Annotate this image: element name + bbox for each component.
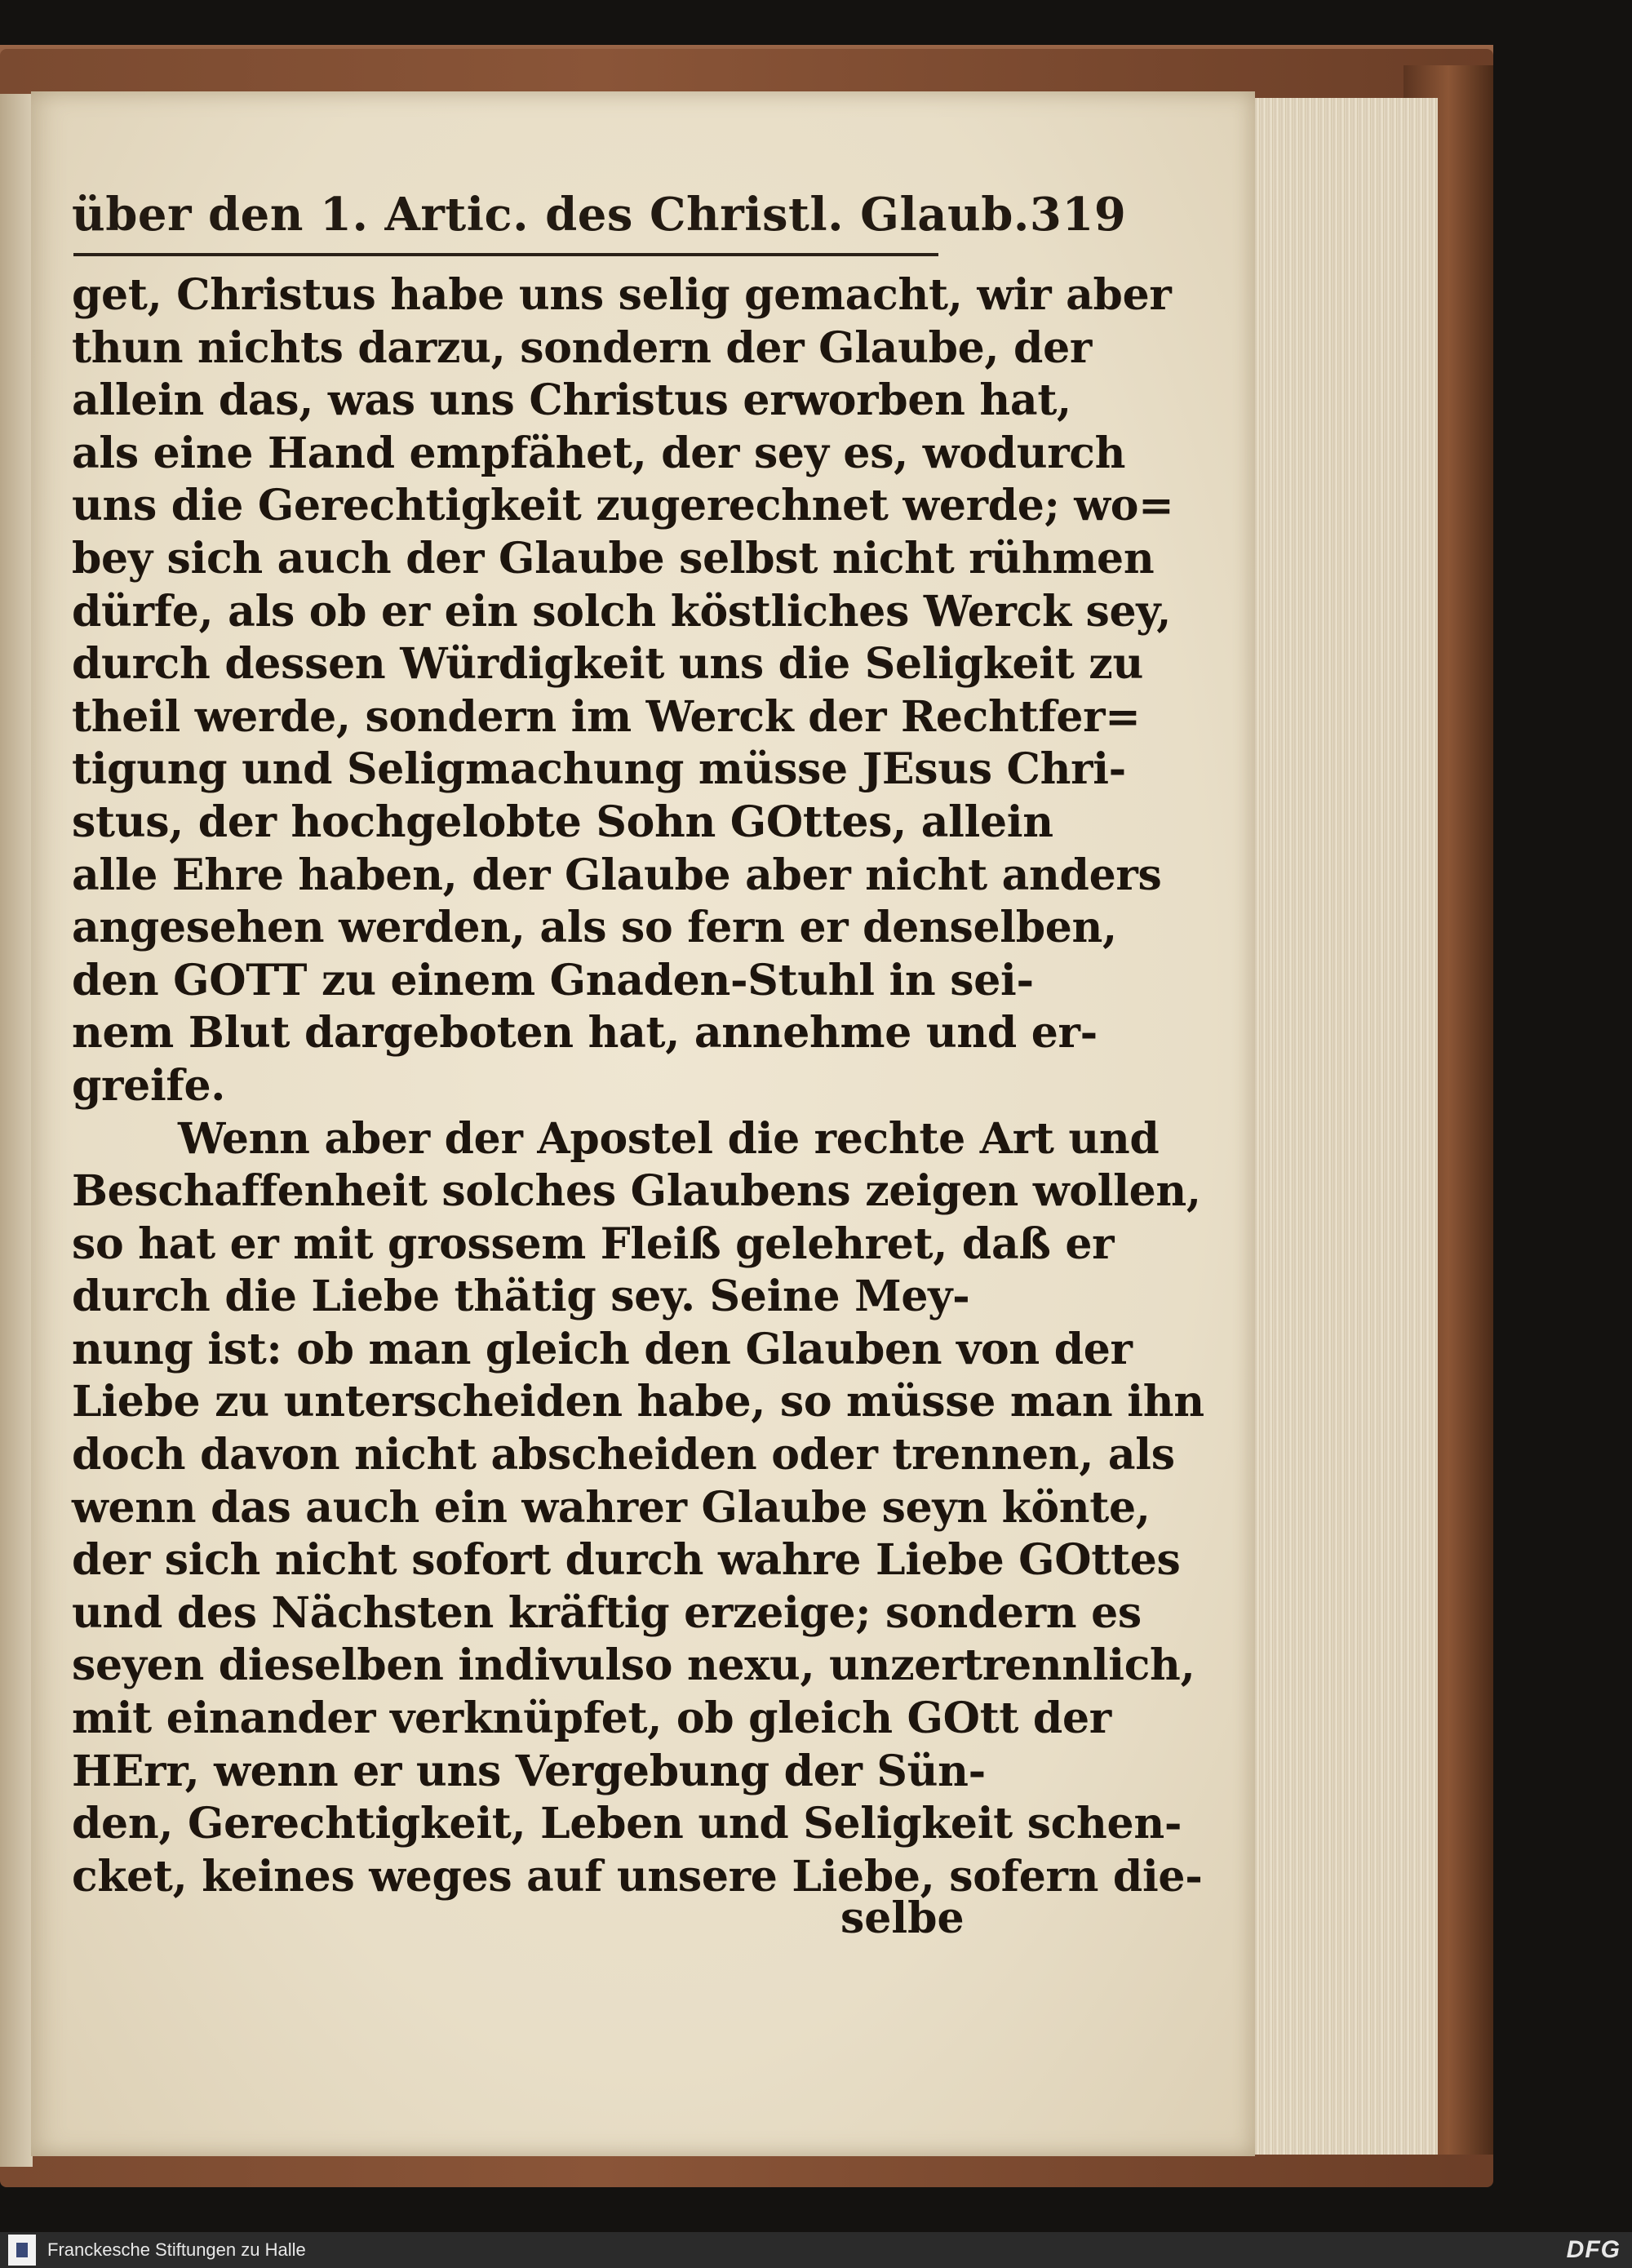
footer-institution [0,2235,306,2266]
text-line: tigung und Seligmachung müsse JEsus Chri- [72,744,1126,795]
page-number: 319 [1029,188,1127,242]
viewer-footer [0,2232,1632,2268]
text-line: theil werde, sondern im Werck der Rechtfer= [72,691,1141,742]
dfg-logo[interactable]: DFG [1566,2236,1621,2263]
paragraph-start-line: Wenn aber der Apostel die rechte Art und [178,1113,1160,1164]
text-line: stus, der hochgelobte Sohn GOttes, allein [72,797,1053,847]
text-line: doch davon nicht abscheiden oder trennen, als [72,1430,1175,1480]
text-line: seyen dieselben indivulso nexu, unzertrennlich, [72,1640,1195,1691]
text-line: angesehen werden, als so fern er denselben, [72,903,1117,953]
text-line: als eine Hand empfähet, der sey es, wodurch [72,428,1126,478]
text-line: den GOTT zu einem Gnaden-Stuhl in sei- [72,955,1034,1005]
institution-logo-icon [8,2235,36,2266]
text-line: durch dessen Würdigkeit uns die Seligkeit zu [72,639,1144,690]
text-line: allein das, was uns Christus erworben hat, [72,375,1071,426]
text-line: alle Ehre haben, der Glaube aber nicht anders [72,850,1162,900]
text-line: cket, keines weges auf unsere Liebe, sofern die- [72,1851,1203,1902]
text-line: den, Gerechtigkeit, Leben und Seligkeit schen- [72,1799,1182,1849]
text-line: nem Blut dargeboten hat, annehme und er- [72,1008,1098,1059]
body-text [72,269,1204,1903]
text-line: und des Nächsten kräftig erzeige; sondern es [72,1587,1142,1638]
text-line: durch die Liebe thätig sey. Seine Mey- [72,1272,970,1322]
text-line: thun nichts darzu, sondern der Glaube, der [72,322,1092,373]
text-line: HErr, wenn er uns Vergebung der Sün- [72,1746,986,1796]
text-line: mit einander verknüpfet, ob gleich GOtt der [72,1693,1111,1744]
text-line: greife. [72,1060,226,1111]
text-line: bey sich auch der Glaube selbst nicht rühmen [72,533,1155,584]
text-line: nung ist: ob man gleich den Glauben von der [72,1324,1133,1374]
institution-name[interactable]: Franckesche Stiftungen zu Halle [47,2239,306,2260]
text-line: uns die Gerechtigkeit zugerechnet werde; wo= [72,481,1174,531]
text-line: Liebe zu unterscheiden habe, so müsse man ihn [72,1377,1204,1427]
running-head [72,188,1127,242]
text-line: so hat er mit grossem Fleiß gelehret, daß er [72,1218,1115,1269]
text-line: get, Christus habe uns selig gemacht, wir aber [72,270,1172,320]
catchword: selbe [840,1893,965,1943]
text-line: Beschaffenheit solches Glaubens zeigen wollen, [72,1166,1201,1217]
header-rule [73,253,938,256]
page-stack-edges [1232,98,1438,2155]
running-head-title: über den 1. Artic. des Christl. Glaub. [72,188,1030,242]
text-line: dürfe, als ob er ein solch köstliches Werck sey, [72,586,1171,637]
facing-page-edge [0,94,33,2167]
text-line: wenn das auch ein wahrer Glaube seyn könte, [72,1482,1151,1533]
text-line: der sich nicht sofort durch wahre Liebe GOttes [72,1535,1181,1586]
